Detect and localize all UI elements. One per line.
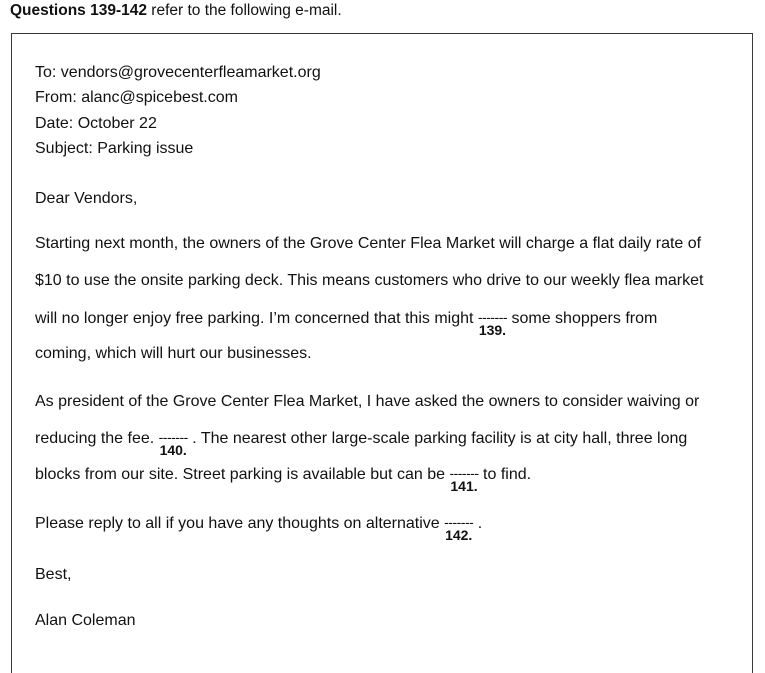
email-from: From: alanc@spicebest.com: [35, 89, 238, 106]
blank-142: [444, 513, 474, 543]
p3-before: Please reply to all if you have any thoughts on alternative: [35, 515, 445, 532]
p1-line3: [35, 308, 658, 338]
email-subject: Subject: Parking issue: [35, 140, 194, 157]
email-signature: Alan Coleman: [35, 612, 136, 629]
blank-142-dashes: -------: [444, 514, 474, 530]
p2-line3: [35, 464, 532, 494]
p1-line2: $10 to use the onsite parking deck. This means customers who drive to our weekly flea market: [35, 272, 704, 289]
blank-139-number: 139.: [478, 322, 507, 338]
question-range: Questions 139-142: [10, 2, 147, 19]
p2-line3-after: to find.: [478, 466, 532, 483]
p2-line1: As president of the Grove Center Flea Market, I have asked the owners to consider waiving or: [35, 393, 700, 410]
p1-line4: coming, which will hurt our businesses.: [35, 345, 312, 362]
p1-line1: Starting next month, the owners of the Grove Center Flea Market will charge a flat daily rate of: [35, 235, 702, 252]
blank-139: [477, 308, 508, 338]
p1-line3-after: some shoppers from: [507, 310, 658, 327]
email-to: To: vendors@grovecenterfleamarket.org: [35, 64, 321, 81]
blank-142-number: 142.: [445, 527, 473, 543]
p3-line: [35, 513, 483, 543]
p1-line3-before: will no longer enjoy free parking. I’m concerned that this might: [35, 310, 478, 327]
email-closing: Best,: [35, 566, 72, 583]
blank-140-number: 140.: [159, 442, 187, 458]
blank-141-dashes: -------: [449, 465, 479, 481]
question-header: [10, 1, 342, 21]
email-greeting: Dear Vendors,: [35, 190, 138, 207]
blank-141-number: 141.: [450, 478, 478, 494]
p3-after: .: [473, 515, 483, 532]
question-intro: refer to the following e-mail.: [146, 2, 342, 19]
email-date: Date: October 22: [35, 115, 157, 132]
p2-line2-before: reducing the fee.: [35, 430, 159, 447]
blank-139-dashes: -------: [477, 309, 508, 325]
blank-140: [158, 428, 188, 458]
p2-line3-before: blocks from our site. Street parking is available but can be: [35, 466, 450, 483]
blank-141: [449, 464, 479, 494]
p2-line2: [35, 428, 688, 458]
p2-line2-after: . The nearest other large-scale parking facility is at city hall, three long: [187, 430, 688, 447]
blank-140-dashes: -------: [158, 429, 188, 445]
